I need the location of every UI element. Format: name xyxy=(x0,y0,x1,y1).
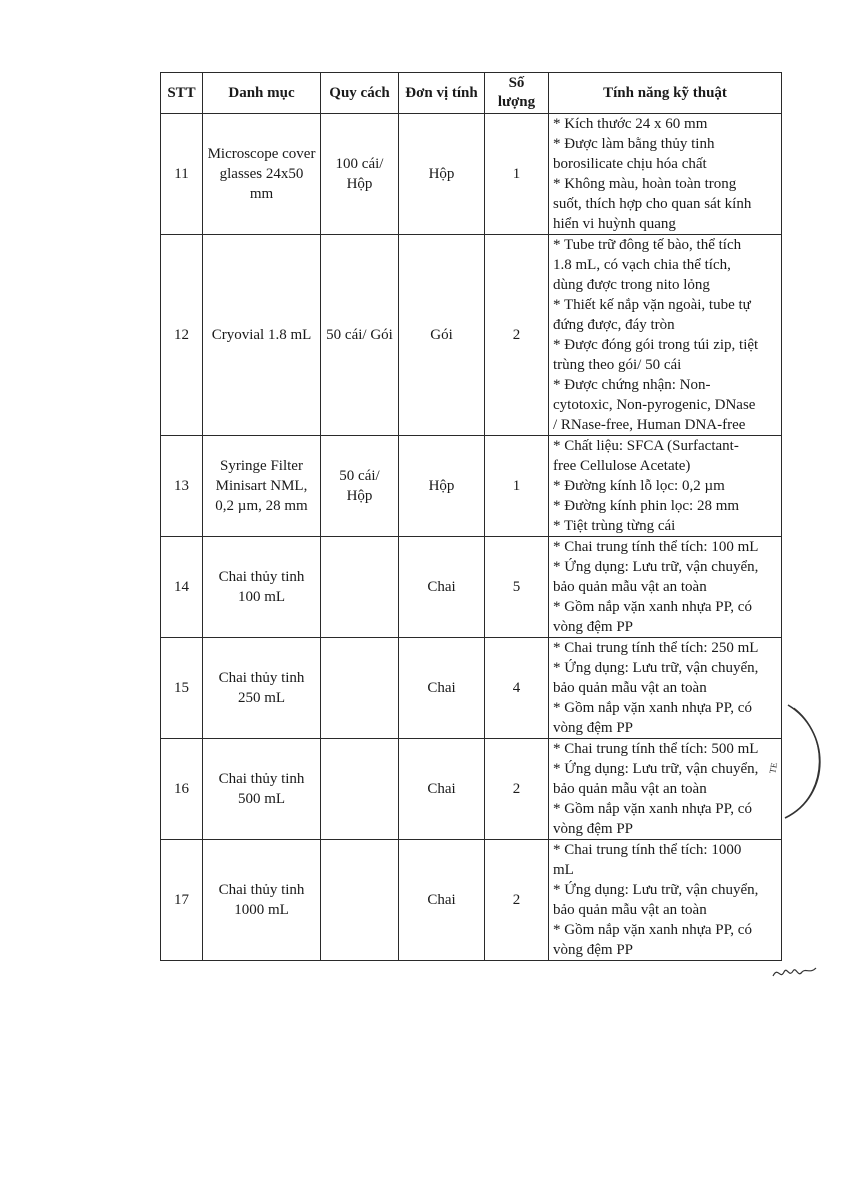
cell-so-luong: 1 xyxy=(485,436,549,537)
feature-line: / RNase-free, Human DNA-free xyxy=(553,417,746,433)
feature-line: * Gồm nắp vặn xanh nhựa PP, có xyxy=(553,700,752,716)
cell-stt: 13 xyxy=(161,436,203,537)
feature-line: vòng đệm PP xyxy=(553,619,634,635)
signature-mark xyxy=(770,960,820,984)
cell-danh-muc: Cryovial 1.8 mL xyxy=(203,235,321,436)
cell-so-luong: 1 xyxy=(485,114,549,235)
feature-line: * Được đóng gói trong túi zip, tiệt xyxy=(553,337,759,353)
feature-line: * Gồm nắp vặn xanh nhựa PP, có xyxy=(553,922,752,938)
cell-don-vi: Chai xyxy=(399,638,485,739)
cell-danh-muc: Chai thủy tinh 100 mL xyxy=(203,537,321,638)
feature-line: bảo quản mẫu vật an toàn xyxy=(553,781,707,797)
cell-don-vi: Hộp xyxy=(399,436,485,537)
cell-danh-muc: Microscope cover glasses 24x50 mm xyxy=(203,114,321,235)
svg-text:TE: TE xyxy=(767,761,780,775)
header-tinh-nang: Tính năng kỹ thuật xyxy=(549,73,782,114)
feature-line: * Tube trữ đông tế bào, thể tích xyxy=(553,237,742,253)
feature-line: 1.8 mL, có vạch chia thể tích, xyxy=(553,257,731,273)
cell-danh-muc: Chai thủy tinh 250 mL xyxy=(203,638,321,739)
header-danh-muc: Danh mục xyxy=(203,73,321,114)
cell-tinh-nang xyxy=(549,739,782,840)
feature-line: * Được làm bằng thủy tinh xyxy=(553,136,715,152)
cell-quy-cach: 50 cái/ Hộp xyxy=(321,436,399,537)
cell-stt: 17 xyxy=(161,840,203,961)
feature-line: vòng đệm PP xyxy=(553,942,634,958)
header-so-luong: Số lượng xyxy=(485,73,549,114)
feature-line: cytotoxic, Non-pyrogenic, DNase xyxy=(553,397,756,413)
cell-quy-cach xyxy=(321,739,399,840)
table-row xyxy=(161,235,782,436)
cell-danh-muc: Syringe Filter Minisart NML, 0,2 µm, 28 mm xyxy=(203,436,321,537)
table-row xyxy=(161,436,782,537)
header-row xyxy=(161,73,782,114)
feature-line: * Gồm nắp vặn xanh nhựa PP, có xyxy=(553,599,752,615)
feature-line: * Tiệt trùng từng cái xyxy=(553,518,676,534)
feature-line: bảo quản mẫu vật an toàn xyxy=(553,902,707,918)
cell-tinh-nang xyxy=(549,638,782,739)
cell-stt: 16 xyxy=(161,739,203,840)
feature-line: * Gồm nắp vặn xanh nhựa PP, có xyxy=(553,801,752,817)
cell-quy-cach xyxy=(321,840,399,961)
feature-line: đứng được, đáy tròn xyxy=(553,317,675,333)
feature-line: * Chai trung tính thể tích: 1000 xyxy=(553,842,742,858)
feature-line: suốt, thích hợp cho quan sát kính xyxy=(553,196,752,212)
cell-danh-muc: Chai thủy tinh 1000 mL xyxy=(203,840,321,961)
feature-line: dùng được trong nito lỏng xyxy=(553,277,710,293)
feature-line: mL xyxy=(553,862,574,878)
feature-line: * Ứng dụng: Lưu trữ, vận chuyển, xyxy=(553,660,759,676)
specification-table xyxy=(160,72,782,961)
feature-line: * Kích thước 24 x 60 mm xyxy=(553,116,708,132)
cell-so-luong: 2 xyxy=(485,235,549,436)
feature-line: * Được chứng nhận: Non- xyxy=(553,377,711,393)
cell-quy-cach xyxy=(321,638,399,739)
feature-line: * Ứng dụng: Lưu trữ, vận chuyển, xyxy=(553,882,759,898)
cell-stt: 15 xyxy=(161,638,203,739)
feature-line: bảo quản mẫu vật an toàn xyxy=(553,579,707,595)
feature-line: borosilicate chịu hóa chất xyxy=(553,156,707,172)
cell-don-vi: Chai xyxy=(399,537,485,638)
cell-tinh-nang xyxy=(549,436,782,537)
cell-danh-muc: Chai thủy tinh 500 mL xyxy=(203,739,321,840)
cell-don-vi: Chai xyxy=(399,840,485,961)
cell-don-vi: Gói xyxy=(399,235,485,436)
feature-line: * Chất liệu: SFCA (Surfactant- xyxy=(553,438,739,454)
cell-don-vi: Chai xyxy=(399,739,485,840)
table-row xyxy=(161,114,782,235)
stamp-mark xyxy=(767,700,830,820)
table-row xyxy=(161,638,782,739)
cell-tinh-nang xyxy=(549,114,782,235)
feature-line: hiển vi huỳnh quang xyxy=(553,216,676,232)
cell-quy-cach: 50 cái/ Gói xyxy=(321,235,399,436)
feature-line: bảo quản mẫu vật an toàn xyxy=(553,680,707,696)
feature-line: * Thiết kế nắp vặn ngoài, tube tự xyxy=(553,297,751,313)
cell-don-vi: Hộp xyxy=(399,114,485,235)
feature-line: * Đường kính lỗ lọc: 0,2 µm xyxy=(553,478,725,494)
cell-so-luong: 2 xyxy=(485,840,549,961)
feature-line: * Chai trung tính thể tích: 500 mL xyxy=(553,741,759,757)
cell-quy-cach: 100 cái/ Hộp xyxy=(321,114,399,235)
cell-so-luong: 5 xyxy=(485,537,549,638)
cell-stt: 11 xyxy=(161,114,203,235)
cell-quy-cach xyxy=(321,537,399,638)
feature-line: * Đường kính phin lọc: 28 mm xyxy=(553,498,740,514)
feature-line: * Ứng dụng: Lưu trữ, vận chuyển, xyxy=(553,559,759,575)
cell-tinh-nang xyxy=(549,235,782,436)
feature-line: * Chai trung tính thể tích: 250 mL xyxy=(553,640,759,656)
feature-line: * Không màu, hoàn toàn trong xyxy=(553,176,737,192)
cell-stt: 14 xyxy=(161,537,203,638)
cell-tinh-nang xyxy=(549,537,782,638)
header-stt: STT xyxy=(161,73,203,114)
feature-line: vòng đệm PP xyxy=(553,821,634,837)
feature-line: * Chai trung tính thể tích: 100 mL xyxy=(553,539,759,555)
cell-tinh-nang xyxy=(549,840,782,961)
cell-so-luong: 4 xyxy=(485,638,549,739)
table-row xyxy=(161,739,782,840)
feature-line: trùng theo gói/ 50 cái xyxy=(553,357,682,373)
table-row xyxy=(161,840,782,961)
header-quy-cach: Quy cách xyxy=(321,73,399,114)
header-don-vi: Đơn vị tính xyxy=(399,73,485,114)
feature-line: * Ứng dụng: Lưu trữ, vận chuyển, xyxy=(553,761,759,777)
feature-line: free Cellulose Acetate) xyxy=(553,458,691,474)
table-row xyxy=(161,537,782,638)
cell-so-luong: 2 xyxy=(485,739,549,840)
feature-line: vòng đệm PP xyxy=(553,720,634,736)
cell-stt: 12 xyxy=(161,235,203,436)
